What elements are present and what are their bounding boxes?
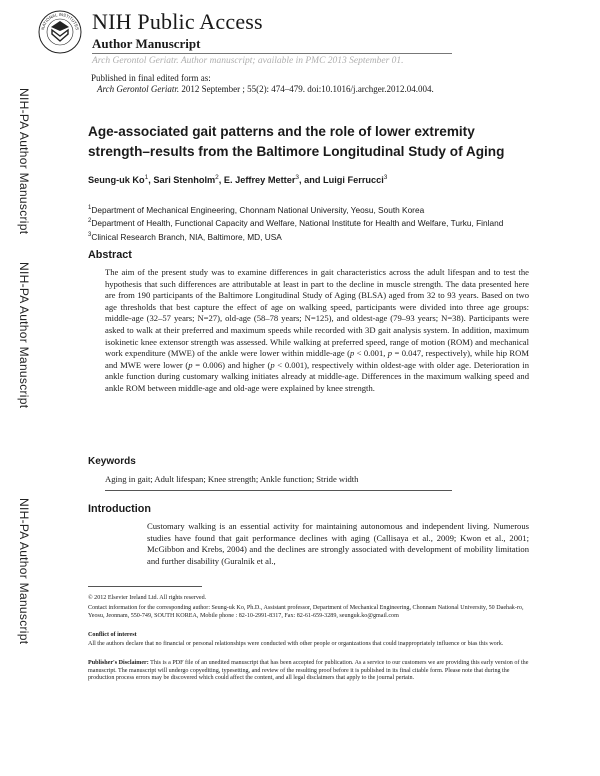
header-divider	[92, 53, 452, 54]
abstract-heading: Abstract	[88, 249, 132, 261]
p-symbol: p	[188, 359, 193, 370]
nih-seal-logo	[38, 10, 82, 54]
side-banner-bottom: NIH-PA Author Manuscript	[17, 498, 31, 645]
journal-title: NIH Public Access	[92, 9, 263, 34]
abstract-text: = 0.047, respectively), while hip ROM and MWE were lower (	[105, 348, 530, 370]
p-symbol: p	[387, 348, 393, 359]
keywords-divider	[105, 490, 452, 491]
p-symbol: p	[349, 348, 355, 359]
author-separator: ,	[148, 175, 154, 186]
footnote-divider	[88, 586, 202, 587]
copyright-notice: © 2012 Elsevier Ireland Ltd. All rights reserved.	[88, 595, 207, 601]
author-name: Sari Stenholm	[153, 175, 216, 186]
author-list	[88, 174, 387, 185]
conflict-heading	[88, 632, 536, 640]
contact-information: Contact information for the corresponding author: Seung-uk Ko, Ph.D., Assistant professor, Department of Mechanical Engineering, Chonnam National University, 50 Daehak-ro, Yeosu, Jeonnam, 550-749, SOUTH KOREA, Mobile phone : 82-10-2991-8317, Fax: 82-61-659-3289, seunguk.ko@gmail.com	[88, 605, 524, 619]
affiliation-number: 1	[88, 205, 92, 211]
svg-text:NATIONAL INSTITUTES OF HEALTH: NATIONAL INSTITUTES	[40, 11, 80, 31]
disclaimer-label: Publisher's Disclaimer:	[88, 660, 149, 666]
disclaimer-text: This is a PDF file of an unedited manuscript that has been accepted for publication. As a service to our customers we are providing this early version of the manuscript. The manuscript will undergo copyediting, typesetting, and review of the resulting proof before it is published in its final citable form. Please note that during the production process errors may be discovered which could affect the content, and all legal disclaimers that apply to the journal pertain.	[88, 660, 529, 682]
abstract-body	[105, 267, 529, 395]
conflict-statement: All the authors declare that no financial or personal relationships were conducted with other people or organizations that could inappropriately influence or bias this work.	[88, 641, 504, 647]
affiliation-number: 2	[88, 218, 92, 225]
keywords-heading: Keywords	[88, 456, 136, 467]
abstract-text: The aim of the present study was to examine differences in gait characteristics across the adult lifespan and to test the hypothesis that such differences are attributable at least in part to the decline in muscle strength. The data presented here are from 190 participants of the Baltimore Longitudinal Study of Aging (BLSA) aged from 32 to 93 years. Based on two age thresholds that best capture the effect of age on walking speed, participants were divided into three age groups: middle-age (32–57 years; N=27), old-age (58–78 years; N=125), and oldest-age (79–93 years; N=38). Participants were asked to walk at their preferred and maximum speeds while recorded with 3D gait analysis system. In addition, maximum isokinetic knee extensor strength was assessed. While walking at preferred speed, range of motion (ROM) and mechanical work expenditure (MWE) of the ankle were lower within middle-age (	[105, 267, 529, 359]
side-banner-middle: NIH-PA Author Manuscript	[17, 262, 31, 409]
author-separator: , and	[299, 175, 324, 186]
citation-details: 2012 September ; 55(2): 474–479. doi:10.1016/j.archger.2012.04.004.	[179, 84, 434, 94]
author-name: E. Jeffrey Metter	[223, 175, 296, 186]
citation	[97, 84, 434, 94]
affiliations	[88, 203, 528, 243]
p-symbol: p	[270, 359, 275, 370]
conflict-heading-text: Conflict of interest	[88, 632, 137, 638]
paper-title: Age-associated gait patterns and the role of lower extremity strength–results from the Baltimore Longitudinal Study of Aging	[88, 124, 505, 159]
introduction-body: Customary walking is an essential activity for maintaining autonomous and independent living. Numerous studies have found that gait performance declines with aging (Callisaya et al., 2009; Kwon et al., 2001; McGibbon and Krebs, 2004) and the declines are strongly associated with development of mobility limitation and further disability (Guralnik et al.,	[147, 521, 529, 566]
abstract-text: = 0.006) and higher (	[192, 359, 271, 370]
author-affiliation-mark: 2	[215, 174, 219, 181]
author-name: Seung-uk Ko	[88, 175, 145, 186]
citation-journal: Arch Gerontol Geriatr.	[97, 84, 180, 94]
author-separator: ,	[218, 175, 224, 186]
affiliation-text: Department of Mechanical Engineering, Chonnam National University, Yeosu, South Korea	[91, 204, 425, 215]
author-affiliation-mark: 3	[295, 174, 300, 181]
affiliation-text: Clinical Research Branch, NIA, Baltimore, MD, USA	[91, 231, 282, 242]
abstract-text: < 0.001,	[354, 348, 388, 359]
availability-line: Arch Gerontol Geriatr. Author manuscript; available in PMC 2013 September 01.	[92, 56, 404, 66]
author-affiliation-mark: 3	[383, 174, 388, 181]
affiliation-number: 3	[88, 231, 92, 238]
author-name: Luigi Ferrucci	[323, 175, 384, 186]
author-affiliation-mark: 1	[144, 174, 149, 181]
introduction-heading: Introduction	[88, 503, 151, 515]
affiliation-text: Department of Health, Functional Capacity and Welfare, National Institute for Health and Welfare, Turku, Finland	[91, 218, 504, 229]
publisher-disclaimer	[88, 660, 536, 683]
published-label: Published in final edited form as:	[91, 73, 211, 83]
abstract-text: < 0.001), respectively within oldest-age with older age. Deterioration in ankle function during customary walking initiates already at middle-age. Differences in the maximum walking speed and ankle ROM between middle-age and old-age were explained by knee strength.	[105, 359, 529, 393]
keywords-list: Aging in gait; Adult lifespan; Knee strength; Ankle function; Stride width	[105, 474, 359, 484]
side-banner-top: NIH-PA Author Manuscript	[17, 88, 31, 235]
manuscript-label: Author Manuscript	[92, 36, 201, 51]
